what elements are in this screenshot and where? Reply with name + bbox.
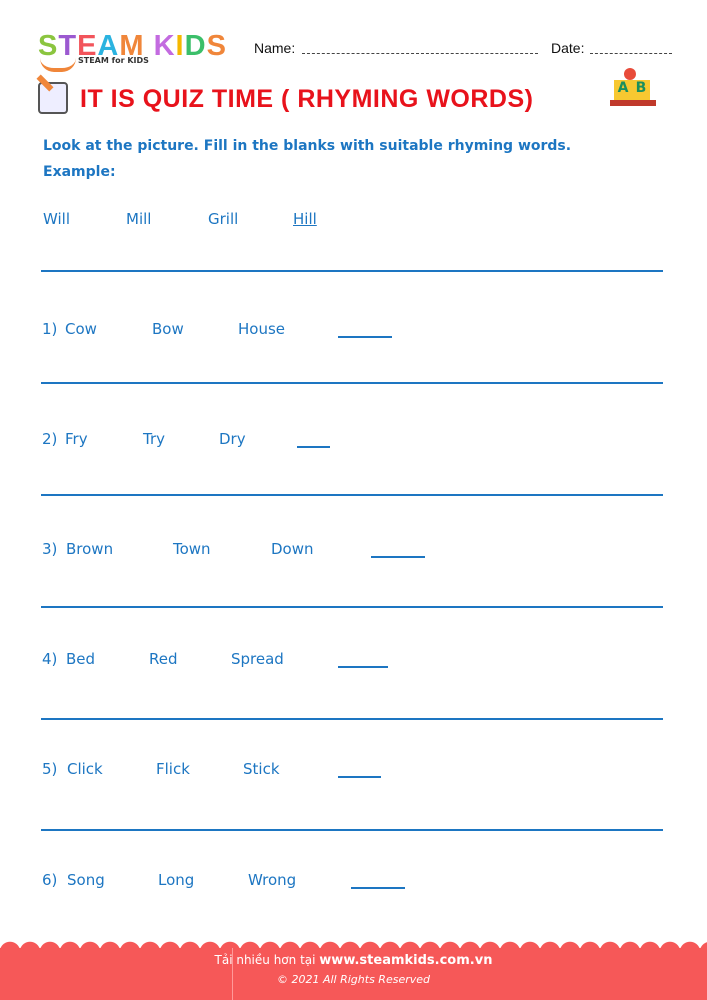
word: Flick [156,760,190,778]
answer-blank[interactable] [338,776,381,778]
logo-swoosh [40,58,76,72]
divider [41,829,663,831]
footer-more-text: Tải nhiều hơn tại [214,953,316,967]
answer-blank[interactable] [371,556,425,558]
word: Fry [65,430,88,448]
question-number: 2) [42,430,58,448]
example-word: Grill [208,210,239,228]
abc-book-icon: A B [610,68,660,112]
word: Wrong [248,871,297,889]
answer-blank[interactable] [338,666,388,668]
date-label: Date: [551,40,585,56]
word: Down [271,540,314,558]
word: Spread [231,650,284,668]
divider [41,494,663,496]
word: Bow [152,320,184,338]
question-number: 5) [42,760,58,778]
answer-blank[interactable] [338,336,392,338]
word: Long [158,871,195,889]
answer-blank[interactable] [351,887,405,889]
word: Click [67,760,103,778]
question-number: 6) [42,871,58,889]
example-word: Will [43,210,71,228]
example-word: Mill [126,210,152,228]
word: Town [173,540,211,558]
instructions: Look at the picture. Fill in the blanks with suitable rhyming words. [43,138,572,154]
pencil-paper-icon [38,82,68,114]
word: Song [67,871,105,889]
divider [41,382,663,384]
example-answer: Hill [293,210,317,228]
word: Cow [65,320,97,338]
divider [41,270,663,272]
question-number: 1) [42,320,58,338]
word: Try [143,430,166,448]
word: Red [149,650,178,668]
footer-more [0,953,707,968]
name-field[interactable] [302,53,538,54]
question-number: 4) [42,650,58,668]
footer-url[interactable]: www.steamkids.com.vn [319,953,493,968]
word: Stick [243,760,280,778]
divider [41,606,663,608]
word: Dry [219,430,246,448]
date-field[interactable] [590,53,672,54]
logo-subtitle: STEAM for KIDS [78,56,149,65]
page-title: IT IS QUIZ TIME ( RHYMING WORDS) [80,85,534,113]
word: House [238,320,286,338]
footer-copyright: © 2021 All Rights Reserved [276,973,430,986]
divider [41,718,663,720]
word: Brown [66,540,114,558]
footer [0,948,707,1000]
answer-blank[interactable] [297,446,330,448]
question-number: 3) [42,540,58,558]
steam-kids-logo: STEAM KIDS [38,30,227,62]
name-label: Name: [254,40,296,56]
word: Bed [66,650,96,668]
example-label: Example: [43,164,116,180]
